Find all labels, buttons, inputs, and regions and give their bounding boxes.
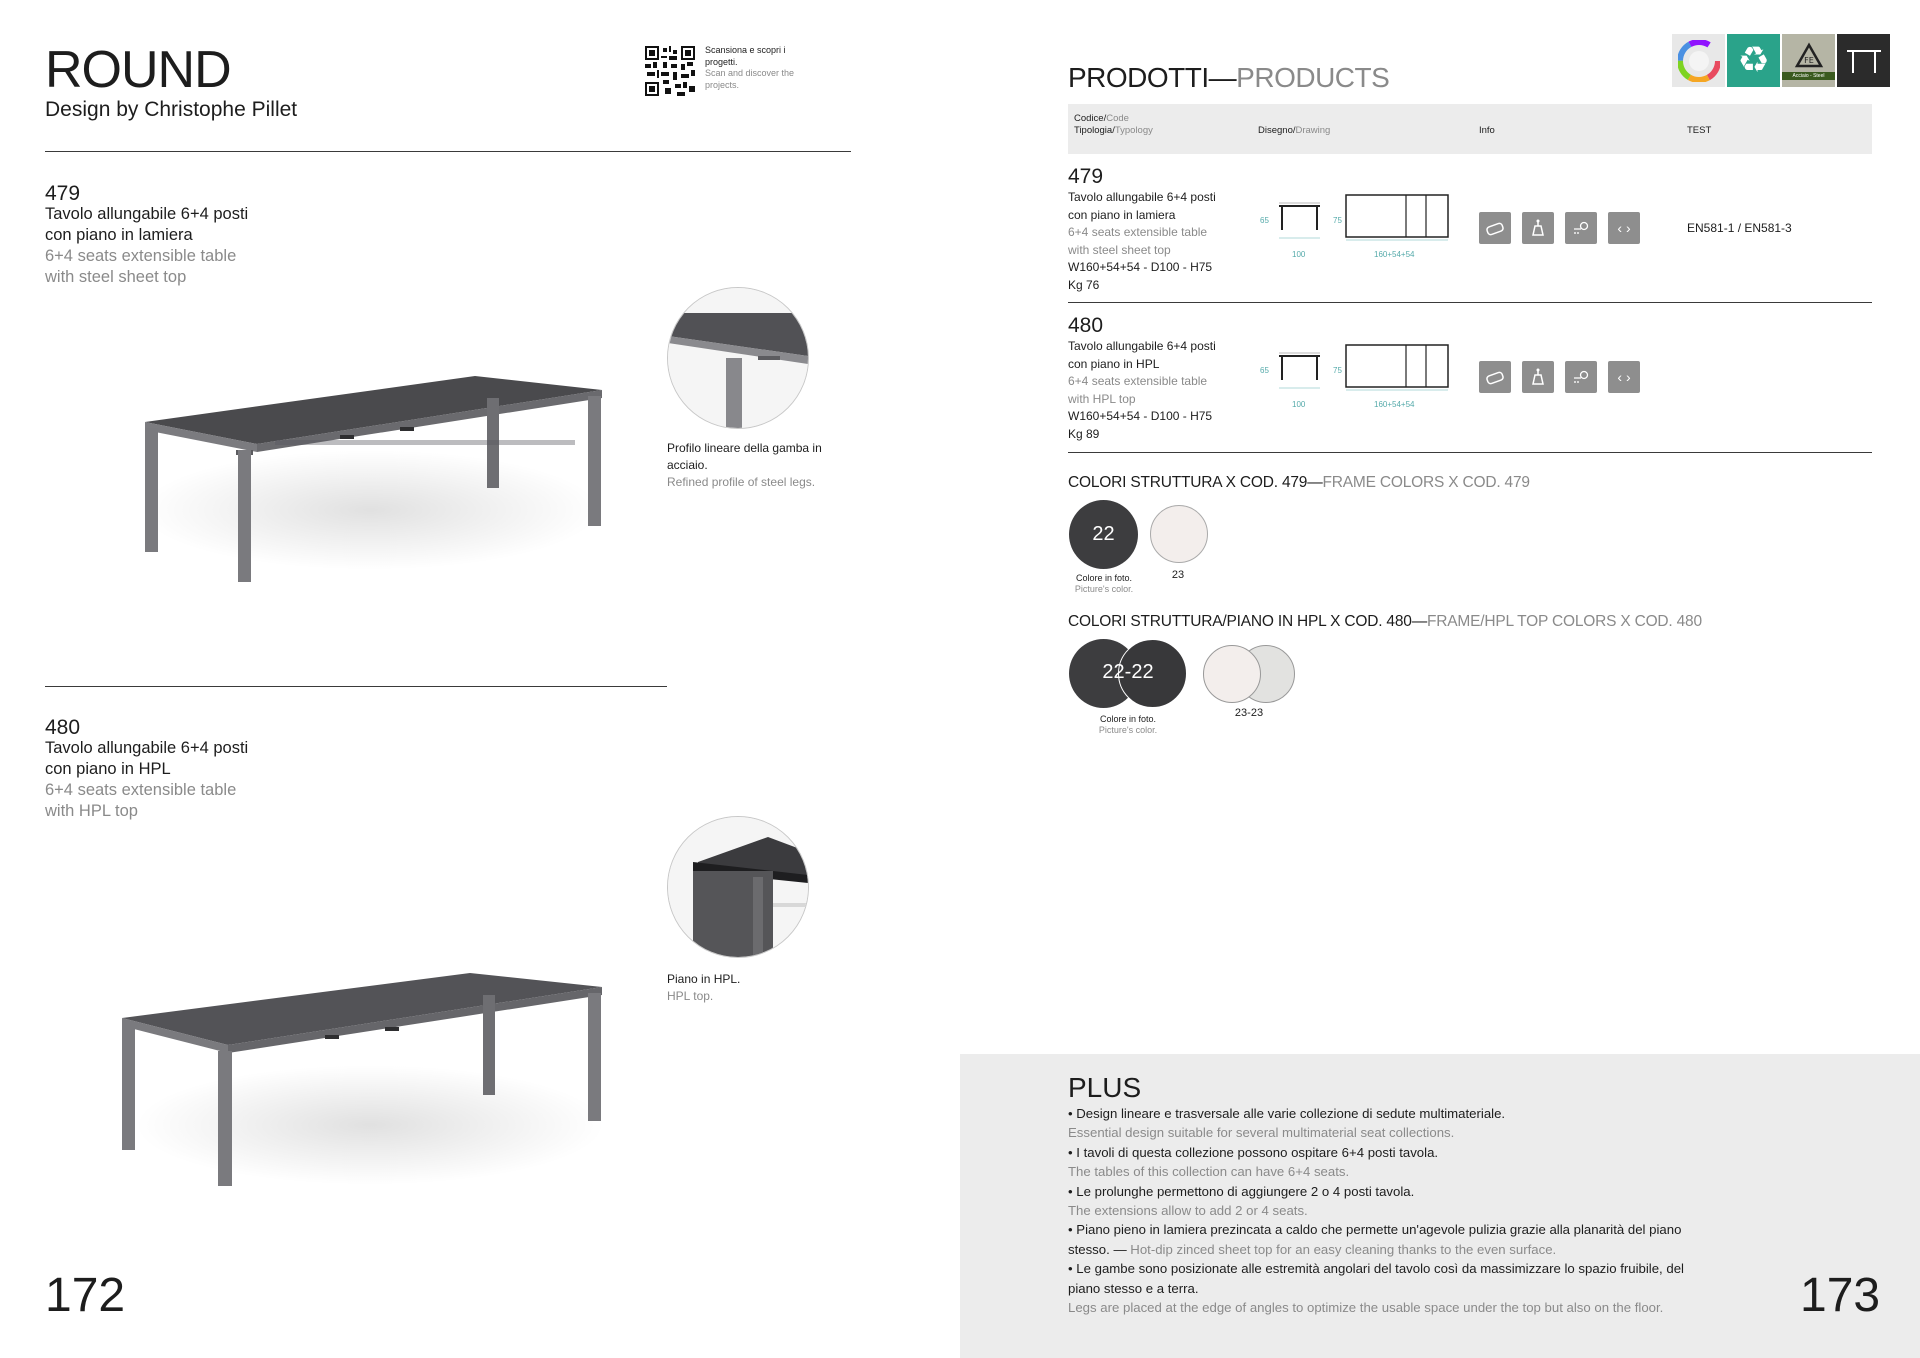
spec-line: with HPL top [1068,391,1136,406]
product-code: 479 [45,182,81,205]
spec-line: with steel sheet top [1068,242,1171,257]
page-number-left: 172 [45,1269,126,1322]
caption-en: HPL top. [667,989,714,1003]
qr-caption [705,45,795,91]
plus-list [1068,1104,1708,1317]
heading-en: FRAME/HPL TOP COLORS X COD. 480 [1427,613,1702,630]
plus-item-en: The extensions allow to add 2 or 4 seats. [1068,1203,1308,1219]
heading-separator: — [1411,613,1427,630]
plus-item-en: The tables of this collection can have 6+4 seats. [1068,1164,1350,1180]
qr-code-icon[interactable] [645,46,695,96]
product-name-en: 6+4 seats extensible table [45,781,237,799]
th-code-en: Code [1106,113,1129,124]
dim-label: 100 [1292,250,1306,259]
steel-badge-label: Acciaio - Steel [1782,72,1835,80]
product-name-it: con piano in lamiera [45,226,193,244]
product-name-it: Tavolo allungabile 6+4 posti [45,739,249,757]
extendable-arrows-icon: ‹ › [1608,361,1640,393]
table-silhouette-icon [1837,34,1890,87]
swatch-caption-it: Colore in foto. [1075,573,1133,583]
heading-separator: — [1307,474,1323,491]
dim-label: 65 [1260,216,1269,225]
product-name-it: con piano in HPL [45,760,171,778]
heading-it: COLORI STRUTTURA/PIANO IN HPL X COD. 480 [1068,613,1412,630]
caption-it: Piano in HPL. [667,972,741,986]
product-480-description [45,717,325,822]
extendable-arrows-icon: ‹ › [1608,212,1640,244]
dim-label: 100 [1292,400,1306,409]
swatch-caption [1064,573,1144,595]
color-swatch-23[interactable] [1150,505,1208,563]
plus-item-it: • Le prolunghe permettono di aggiungere 2 o 4 posti tavola. [1068,1183,1415,1199]
swatch-code: 23 [1171,569,1185,581]
dim-label: 65 [1260,366,1269,375]
detail-leg-profile-image [667,287,809,429]
heading-it: COLORI STRUTTURA X COD. 479 [1068,474,1308,491]
plus-item-separator: — [1109,1241,1131,1257]
divider [1068,452,1872,453]
swatch-caption-en: Picture's color. [1074,584,1134,594]
row-spec [1068,338,1243,443]
cleaning-sponge-icon [1479,212,1511,244]
colors-480-heading [1068,613,1702,631]
colors-479-heading [1068,474,1530,492]
qr-caption-it: Scansiona e scopri i progetti. [705,45,786,67]
weight-capacity-icon [1522,212,1554,244]
spec-dimensions: W160+54+54 - D100 - H75 [1068,409,1213,423]
color-swatch-22-22[interactable] [1069,639,1187,708]
color-swatch-22[interactable] [1069,500,1138,569]
swatch-code: 22 [1092,523,1115,545]
plus-item-it: • Design lineare e trasversale alle varie collezione di sedute multimateriale. [1068,1106,1506,1121]
swatch-caption [1088,714,1168,736]
plus-item-en: Legs are placed at the edge of angles to optimize the usable space under the top but also on the floor. [1068,1300,1664,1316]
spec-weight: Kg 76 [1068,277,1100,292]
plus-item-it: • Le gambe sono posizionate alle estremità angolari del tavolo così da massimizzare lo spazio fruibile, del piano stesso e a terra. [1068,1261,1684,1296]
recycle-icon: ♻ [1727,34,1780,87]
plus-title: PLUS [1068,1072,1142,1103]
th-type-en: Typology [1114,125,1153,136]
swatch-caption-en: Picture's color. [1098,725,1158,735]
svg-text:FE: FE [1803,55,1814,65]
spec-line: 6+4 seats extensible table [1068,374,1208,388]
heading-separator: — [1208,62,1237,93]
qr-caption-en: Scan and discover the projects. [705,68,795,90]
weather-resistant-icon [1565,212,1597,244]
product-name-en: 6+4 seats extensible table [45,247,237,265]
th-drawing-en: Drawing [1295,125,1331,136]
spec-dimensions: W160+54+54 - D100 - H75 [1068,260,1213,274]
divider [45,151,851,152]
page-number-right: 173 [1800,1269,1881,1322]
weather-resistant-icon [1565,361,1597,393]
dim-label: 160+54+54 [1374,250,1415,259]
detail-caption-480 [667,971,847,1005]
th-test: TEST [1687,125,1712,136]
weight-capacity-icon [1522,361,1554,393]
dim-label: 75 [1333,216,1342,225]
cleaning-sponge-icon [1479,361,1511,393]
products-heading [1068,62,1389,94]
color-swatch-23-23[interactable] [1203,645,1295,703]
steel-recycling-icon [1782,34,1835,87]
table-480-image [110,965,610,1215]
row-spec [1068,189,1243,294]
product-name-en: with steel sheet top [45,268,187,286]
swatch-caption-it: Colore in foto. [1099,714,1157,724]
row-drawing [1258,190,1458,260]
plus-item-en: Essential design suitable for several multimaterial seat collections. [1068,1125,1455,1141]
spec-line: 6+4 seats extensible table [1068,225,1208,239]
row-code: 480 [1068,314,1104,337]
swatch-code: 22-22 [1102,661,1154,683]
row-drawing [1258,340,1458,410]
divider [1068,302,1872,303]
th-type-it: Tipologia/ [1074,125,1115,136]
designer-credit: Design by Christophe Pillet [45,98,298,121]
color-wheel-icon [1672,34,1725,87]
plus-item-it: • I tavoli di questa collezione possono ospitare 6+4 posti tavola. [1068,1144,1439,1160]
dim-label: 75 [1333,366,1342,375]
collection-title: ROUND [45,41,231,99]
products-heading-en: PRODUCTS [1236,62,1390,93]
spec-weight: Kg 89 [1068,426,1100,441]
row-test-standard: EN581-1 / EN581-3 [1687,221,1792,235]
product-name-it: Tavolo allungabile 6+4 posti [45,205,249,223]
plus-item-it: • Piano pieno in lamiera prezincata a caldo che permette un'agevole pulizia grazie alla planarità del piano stesso. [1068,1222,1682,1257]
spec-line: Tavolo allungabile 6+4 posti [1068,339,1216,353]
caption-it: Profilo lineare della gamba in acciaio. [667,441,822,472]
product-name-en: with HPL top [45,802,138,820]
product-479-description [45,183,325,288]
dim-label: 160+54+54 [1374,400,1415,409]
th-code-it: Codice/ [1074,113,1107,124]
table-479-image [130,360,610,610]
th-info: Info [1479,125,1495,136]
spec-line: con piano in HPL [1068,356,1160,371]
product-code: 480 [45,716,81,739]
spec-line: con piano in lamiera [1068,207,1176,222]
spec-line: Tavolo allungabile 6+4 posti [1068,190,1216,204]
plus-item-en: Hot-dip zinced sheet top for an easy cleaning thanks to the even surface. [1130,1241,1557,1257]
heading-en: FRAME COLORS X COD. 479 [1322,474,1530,491]
products-table-header [1068,104,1872,154]
row-code: 479 [1068,165,1104,188]
detail-hpl-top-image [667,816,809,958]
products-heading-it: PRODOTTI [1068,62,1209,93]
th-drawing-it: Disegno/ [1258,125,1296,136]
swatch-code: 23-23 [1234,707,1264,719]
detail-caption-479 [667,440,847,491]
caption-en: Refined profile of steel legs. [667,475,816,489]
divider [45,686,667,687]
